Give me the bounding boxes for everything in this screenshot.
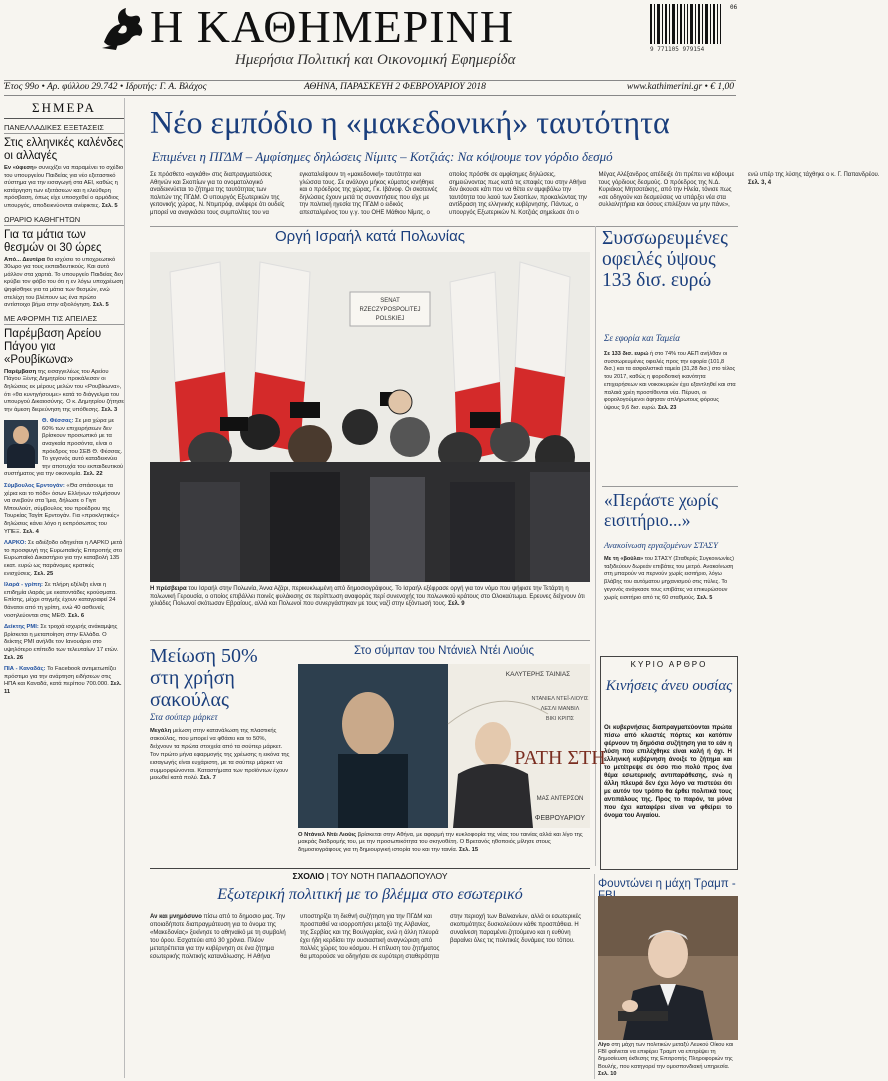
lead-body bbox=[150, 172, 880, 224]
bags-headline[interactable]: Μείωση 50% στη χρήση σακούλας bbox=[150, 645, 258, 711]
brief-name: Σύμβουλος Ερντογάν: bbox=[4, 483, 65, 490]
body-text: θα ισχύσει το υποχρεωτικό 30ωρο για τους εκπαιδευτικούς. Και αυτό μάλλον στα χαρτιά. Το υπουργείο Παιδείας δεν κρύβει τον φόβο του ότι η εν λόγω υποχρέωση ψηφίσθηκε για τα μάτια των θεσμών, ενώ στελέχη του βλέπουν ως ένα πρώτο αντίστοιχο βήμα στην αξιολόγηση. bbox=[4, 256, 124, 309]
brief-text: Σε αδιέξοδο οδηγείται η ΛΑΡΚΟ μετά το προσφυγή της Ευρωπαϊκής Επιτροπής στο Ευρωπαϊκό Δικαστήριο για την καταβολή 135 εκατ. ευρώ ως παράνομες κρατικές ενισχύσεις. bbox=[4, 540, 123, 577]
lead-in: Σε 133 δισ. ευρώ bbox=[604, 351, 649, 357]
masthead bbox=[0, 0, 740, 80]
editorial-label: ΚΥΡΙΟ ΑΡΘΡΟ bbox=[630, 660, 708, 669]
divider bbox=[150, 226, 738, 227]
caption-text: του Ισραήλ στην Πολωνία, Άννα Αζάρι, περικυκλωμένη από δημοσιογράφους. Το Ισραήλ εξέφρασε οργή για τον νόμο που ψήφισε την Τετάρτη η πολωνική Γερουσία, ο οποίος επιβάλλει ποινές φυλάκισης σε περίπτωση αναφοράς περί συνενοχής του πολωνικού κράτους στο Ολοκαύτωμα. Ερευνες δείχνουν ότι χιλιάδες Πολωνοί σκότωσαν Εβραίους, αλλά και Πολωνοί που συνεργάστηκαν με τους ναζί στην εξόντωσή τους. bbox=[150, 586, 585, 607]
left-column bbox=[4, 98, 125, 1078]
section-label: ΩΡΑΡΙΟ ΚΑΘΗΓΗΤΩΝ bbox=[4, 214, 124, 226]
lead-in: Ο Ντάνιελ Ντέι Λιούις bbox=[298, 832, 357, 838]
body-text: του ΣΤΑΣΥ (Σταθερές Συγκοινωνίες) ταξιδεύουν δωρεάν επιβάτες του μετρό. Ανακοίνωση στη μπαρούν να περνούν χωρίς εισιτήριο, λόγω βλάβης του αυτόματου μηχανισμού στις πύλες. Το γεγονός ανάγκασε τους επιβάτες να επικυρώσουν χωρίς εισιτήριο από τις 60 σταθμούς. bbox=[604, 556, 734, 601]
official-portrait-illustration bbox=[598, 896, 738, 1040]
barcode-number: 9 771105 979154 bbox=[650, 46, 705, 53]
flag-icon bbox=[170, 262, 230, 462]
press-conference-photo bbox=[150, 252, 590, 582]
comment-label: ΣΧΟΛΙΟ bbox=[292, 871, 325, 881]
page-ref[interactable]: Σελ. 3 bbox=[101, 406, 118, 413]
section-body bbox=[4, 165, 124, 211]
body-text: μείωση στην κατανάλωση της πλαστικής σακούλας, που μπορεί να φθάσει και το 50%, δείχνουν τα πρώτα στοιχεία από τα σούπερ μάρκετ. Τον πρώτο μήνα εφαρμογής της χρέωσης η εικόνα της εισαγωγής είναι ευχάριστη, με τα σούπερ μάρκετ να συμμορφώνονται. Καταστήματα των προϊόντων έχουν μειωθεί κατά πολύ. bbox=[150, 728, 290, 782]
brief-name: ΠΙΑ - Καναδάς: bbox=[4, 666, 46, 673]
debts-deck: Σε εφορία και Ταμεία bbox=[604, 333, 680, 343]
comment-headline[interactable]: Εξωτερική πολιτική με το βλέμμα στο εσωτερικό bbox=[217, 886, 523, 903]
section-label: ΜΕ ΑΦΟΡΜΗ ΤΙΣ ΑΠΕΙΛΕΣ bbox=[4, 313, 124, 325]
poster-text: ΚΑΛΥΤΕΡΗΣ ΤΑΙΝΙΑΣ bbox=[505, 671, 571, 678]
section-body bbox=[4, 257, 124, 310]
caption-text: στη μάχη των πολιτικών μεταξύ Λευκού Οίκου και FBI φαίνεται να επιφέρει Τραμπ να επιτρέψει τη δημοσίευση έκθεσης της Επιτροπής Πληροφοριών της Βουλής, που κατηγορεί την ομοσπονδιακή υπηρεσία. bbox=[598, 1042, 734, 1070]
body-text: ή στο 74% του ΑΕΠ ανήλθαν οι συσσωρευμένες οφειλές προς την εφορία (101,8 δισ.) και τα ασφαλιστικά ταμεία (31,28 δισ.) στο τέλος του 2017, καθώς η φοροδοτική ικανότητα επιχειρήσεων και νοικοκυριών έχει εξαντληθεί και στα παλαιά χρέη προστίθενται νέα. Πέρυσι, οι φορολογούμενοι άφησαν απλήρωτους φόρους ύψους 9,6 δισ. ευρώ. bbox=[604, 351, 736, 411]
lead-in: Μεγάλη bbox=[150, 728, 172, 734]
page-ref[interactable]: Σελ. 11 bbox=[4, 681, 122, 695]
section-headline[interactable]: Για τα μάτια των θεσμών οι 30 ώρες bbox=[4, 228, 102, 254]
barcode-icon bbox=[650, 4, 728, 44]
lead-in: Λίγο bbox=[598, 1042, 610, 1048]
flag-icon bbox=[510, 262, 570, 442]
sign-text: SENAT bbox=[380, 298, 400, 304]
today-label: ΣΗΜΕΡΑ bbox=[4, 98, 124, 119]
newspaper-subtitle: Ημερήσια Πολιτική και Οικονομική Εφημερίδα bbox=[235, 52, 516, 68]
trump-headline[interactable]: Φουντώνει η μάχη Τραμπ - bbox=[598, 878, 736, 890]
page-ref[interactable]: Σελ. 7 bbox=[200, 775, 216, 782]
newspaper-title: Η ΚΑΘΗΜΕΡΙΝΗ bbox=[150, 1, 515, 52]
photo-caption bbox=[150, 586, 590, 622]
press-scene-illustration bbox=[150, 252, 590, 582]
comment-body bbox=[150, 913, 590, 1079]
editorial-title[interactable]: Κινήσεις άνευ ουσίας bbox=[605, 678, 733, 694]
lead-in: Από... Δευτέρα bbox=[4, 256, 46, 263]
section-headline[interactable]: Παρέμβαση Αρείου Πάγου για «Ρουβίκωνα» bbox=[4, 327, 102, 366]
page-ref[interactable]: Σελ. 10 bbox=[598, 1070, 617, 1077]
section-label: ΠΑΝΕΛΛΑΔΙΚΕΣ ΕΞΕΤΑΣΕΙΣ bbox=[4, 122, 124, 134]
brief-name: ΛΑΡΚΟ: bbox=[4, 540, 27, 547]
film-poster-photo bbox=[298, 664, 606, 828]
brief-text: Σε τροχιά ισχυρής ανάκαμψης βρίσκεται η μεταποίηση στην Ελλάδα. Ο δείκτης PMI ανήλθε τον Ιανουάριο στο υψηλότερο επίπεδο των τελευταίων 17 ετών. bbox=[4, 624, 119, 653]
editorial-body: Οι κυβερνήσεις διαπραγματεύονται πρώτα πίσω από κλειστές πόρτες και κατόπιν φέρνουν τη δημόσια συζήτηση για το εάν η λύση που επιλέχθηκε είναι καλή ή όχι. Η ελληνική κυβέρνηση άνοιξε το ζήτημα και το μετέτρεψε σε όσο πιο πολύ προς ένα θέμα εσωτερικής αντιπαράθεσης, ενώ η άλλη πλευρά δεν έχει λόγο να πιστεύει ότι με αυτόν τον τρόπο θα έρθει πολιτικά τους αντιπάλους της. Προς το παρόν, τα μόνα που έχει καταφέρει είναι να φθείρει το όνομα του Αιγαίου. bbox=[604, 724, 732, 819]
brief-name: Θ. Φέσσας: bbox=[42, 418, 74, 425]
brief-name: Ιλαρά - γρίπη: bbox=[4, 582, 43, 589]
info-bar bbox=[4, 80, 736, 96]
israel-headline[interactable]: Οργή Ισραήλ κατά Πολωνίας bbox=[275, 228, 465, 245]
page-ref[interactable]: Σελ. 22 bbox=[83, 471, 103, 478]
tickets-headline[interactable]: «Περάστε χωρίς εισιτήριο...» bbox=[604, 490, 719, 530]
photo-caption bbox=[598, 1042, 738, 1080]
page-ref[interactable]: Σελ. 6 bbox=[68, 612, 85, 619]
sign-text: RZECZYPOSPOLITEJ bbox=[359, 307, 421, 313]
divider bbox=[594, 874, 595, 1079]
brief-item bbox=[4, 418, 124, 479]
divider bbox=[150, 640, 590, 641]
avatar bbox=[4, 420, 38, 464]
page-ref[interactable]: Σελ. 26 bbox=[4, 654, 24, 661]
lead-headline[interactable]: Νέο εμπόδιο η «μακεδονική» ταυτότητα bbox=[150, 104, 670, 140]
brief-item bbox=[4, 540, 124, 578]
brief-item bbox=[4, 624, 124, 662]
page-ref[interactable]: Σελ. 5 bbox=[92, 302, 109, 309]
debts-headline[interactable]: Συσσωρευμένες οφειλές ύψους 133 δισ. ευρώ bbox=[602, 228, 728, 291]
body-text: Σε πρόσθετο «αγκάθι» στις διαπραγματεύσεις Αθηνών και Σκοπίων για το ονοματολογικό αναδεικνύεται το ζήτημα της ταυτότητας των πολιτών της ΠΓΔΜ. Ο υπουργός Εξωτερικών της γειτονικής χώρας, Ν. Ντιμιτρόφ, ανέφερε ότι ουδείς μπορεί να αναγκάσει τους συμπολίτες του να εγκαταλείψουν τη «μακεδονική» ταυτότητα και γλώσσα τους. Σε ανάλογο μήκος κύματος κινήθηκε και ο πρόεδρος της χώρας, Γκ. Ιβάνοφ. Οι σκοτεινές δηλώσεις έχουν μετά τις συναντήσεις που είχε με την πολιτική ηγεσία της ΠΓΔΜ ο ειδικός απεσταλμένος του γ.γ. του ΟΗΕ Μάθιου Νίμιτς, ο οποίος πρόσθε σε αμφίσημες δηλώσεις, σημειώνοντας πως κατά τις επαφές του στην Αθήνα δεν άκουσε κάτι που να θέτει εν αμφιβόλω την ταυτότητα του λαού των Σκοπίων, προκαλώντας την αντίδραση της ελληνικής κυβέρνησης. Πάντως, ο υπουργός Εξωτερικών Ν. Κοτζιάς σημείωσε ότι ο Μέγας Αλέξανδρος απέδειξε ότι πρέπει να κόβουμε τους γόρδιους δεσμούς. Ο πρόεδρος της Ν.Δ. Κυριάκος Μητσοτάκης, από την Ηλεία, τόνισε πως «σε οδηγούν και δεσμεύσεις να υπάρξει νέα στα συλλαλητήρια και όσους επιλέξουν να μην πάνε», ενώ υπέρ της λύσης τάχθηκε ο κ. Γ. Παπανδρέου. bbox=[150, 172, 880, 216]
page-ref[interactable]: Σελ. 25 bbox=[34, 570, 54, 577]
brief-item bbox=[4, 582, 124, 620]
brief-text: Σε πλήρη εξέλιξη είναι η επιδημία ιλαράς με εκατοντάδες κρούσματα. Επίσης, μέχρι στιγμής έχουν καταγραφεί 24 θάνατοι από τη γρίπη, ενώ 40 ασθενείς νοσηλεύονται στις ΜΕΘ. bbox=[4, 582, 117, 619]
lead-in: Η πρέσβειρα bbox=[150, 586, 187, 592]
page-ref[interactable]: Σελ. 5 bbox=[697, 594, 713, 601]
brief-item bbox=[4, 483, 124, 536]
debts-body bbox=[604, 351, 736, 483]
brief-text: Το Facebook αντιμετωπίζει πρόστιμο για την ανάρτηση ειδήσεων στις ΗΠΑ και Καναδά, κατά περίπου 700.000. bbox=[4, 666, 117, 688]
divider bbox=[602, 486, 738, 487]
lead-in: Παρέμβαση bbox=[4, 368, 37, 375]
poster-text: ΒΙΚΙ ΚΡΙΠΣ bbox=[545, 716, 575, 722]
page-ref[interactable]: Σελ. 15 bbox=[458, 846, 479, 853]
poster-text: ΛΕΣΛΙ ΜΑΝΒΙΛ bbox=[540, 706, 580, 712]
brief-item bbox=[4, 666, 124, 696]
page-ref[interactable]: Σελ. 4 bbox=[22, 528, 39, 535]
lead-in: Αν και μνημόσυνο bbox=[150, 914, 202, 920]
comment-author: ΤΟΥ ΝΟΤΗ ΠΑΠΑΔΟΠΟΥΛΟΥ bbox=[331, 871, 448, 881]
website-price: www.kathimerini.gr • € 1,00 bbox=[626, 82, 734, 92]
issue-date: ΑΘΗΝΑ, ΠΑΡΑΣΚΕΥΗ 2 ΦΕΒΡΟΥΑΡΙΟΥ 2018 bbox=[304, 82, 486, 92]
comment-bar: ΣΧΟΛΙΟ | ΤΟΥ ΝΟΤΗ ΠΑΠΑΔΟΠΟΥΛΟΥ bbox=[150, 868, 590, 883]
poster-title: ΡΑΤΗ ΣΤΗ bbox=[514, 747, 606, 769]
lead-in: Εν «ύφεση» bbox=[4, 165, 37, 171]
section-body bbox=[4, 369, 124, 415]
body-text: της εισαγγελέως του Αρείου Πάγου Ξένης Δημητρίου προκάλεσαν οι δηλώσεις εκ μέρους μελών του «Ρουβίκωνα», ότι «θα κυνηγήσουμε» κατά το διάγγελμα του υπουργού Δικαιοσύνης. Ο κ. Δημητρίου ζήτησε την άμεση διερεύνηση της υπόθεσης. bbox=[4, 368, 124, 413]
page-ref[interactable]: Σελ. 23 bbox=[657, 404, 677, 411]
page-ref[interactable]: Σελ. 3, 4 bbox=[748, 179, 772, 186]
poster-text: ΝΤΑΝΙΕΛ ΝΤΕΪ-ΛΙΟΥΙΣ bbox=[531, 696, 589, 702]
lewis-headline[interactable]: Στο σύμπαν του Ντάνιελ Ντέι Λιούις bbox=[354, 645, 534, 657]
barcode-code: 06 bbox=[730, 4, 738, 11]
page-ref[interactable]: Σελ. 9 bbox=[448, 601, 465, 607]
trump-photo bbox=[598, 896, 738, 1040]
bags-body bbox=[150, 728, 290, 858]
brief-text: «Θα σπάσουμε τα χέρια και το πόδι» όσων Ελλήνων τολμήσουν να ανεβούν στα Ίμια, δήλωσε ο Γιγιτ Μπουλούτ, σύμβουλος του προέδρου της Τουρκίας Ταγίπ Ερντογάν. Για «προκλητικές» δηλώσεις κάνει λόγο η εκπρόσωπος του ΥΠΕΞ. bbox=[4, 483, 121, 535]
bags-deck: Στα σούπερ μάρκετ bbox=[150, 712, 218, 722]
tickets-body bbox=[604, 556, 736, 644]
brief-text: Σε μια χώρα με 60% των επιχειρήσεων δεν βρίσκουν προσωπικό με τα αναγκαία προσόντα, είναι ο πρόεδρος του ΣΕΒ Θ. Φέσσας. Το γεγονός αυτό καταδεικνύει την αποτυχία του εκπαιδευτικού συστήματος για την οικονομία. bbox=[4, 418, 124, 478]
poster-text: ΜΑΣ ΑΝΤΕΡΣΟΝ bbox=[536, 796, 584, 802]
caption-text: βρίσκεται στην Αθήνα, με αφορμή την κυκλοφορία της νέας του ταινίας αλλά και λίγο της μακράς διαδρομής του, με την προσωπικότητα του σκηνοθέτη. Ο Βρετανός ηθοποιός μίλησε στους δημοσιογράφους για τη δημιουργική ιστορία του και την ταινία. bbox=[298, 832, 583, 853]
poster-text: ΦΕΒΡΟΥΑΡΙΟΥ bbox=[534, 815, 586, 822]
griffin-emblem-icon bbox=[98, 4, 146, 50]
lead-deck: Επιμένει η ΠΓΔΜ – Αμφίσημες δηλώσεις Νίμιτς – Κοτζιάς: Να κόψουμε τον γόρδιο δεσμό bbox=[152, 149, 613, 164]
photo-caption bbox=[298, 832, 590, 860]
divider bbox=[595, 226, 596, 866]
body-text: συνεχίζει να παραμένει το σχέδιο του υπουργείου Παιδείας για νέο εξεταστικό σύστημα για την εισαγωγή στα ΑΕΙ, καθώς η κατάργηση των εξετάσεων και η ελεύθερη πρόσβαση, όπως είχε υποσχεθεί ο αρμόδιος υπουργός, αποδεικνύονται ανέφικτες. bbox=[4, 165, 124, 209]
section-headline[interactable]: Στις ελληνικές καλένδες οι αλλαγές bbox=[4, 137, 124, 162]
body-text: πίσω από το δημοσιο μας. Την οποιαδήποτε διαπραγμάτευση για το όνομα της «Μακεδονίας» ξεκίνησε το αθηναϊκό με τη συμβολή του όρου. Εσχατεύει από 30 χρόνια. Πλέον μετατρέπεται για την κυβέρνηση σε ένα ζήτημα εσωτερικής πολιτικής κατανάλωσης. Η Αθήνα υποστηρίζει τη διεθνή συζήτηση για την ΠΓΔΜ και προσπαθεί να ισορροπήσει μεταξύ της Αλβανίας, της Σερβίας και της Βουλγαρίας, ενώ η άλλη πλευρά έχει ήδη κερδίσει την ουσιαστική αναγνώριση από πολλές χώρες του κόσμου. Η επίλυση του ζητήματος θα μπορούσε να οδηγήσει σε ευρύτερη σταθερότητα στην περιοχή των Βαλκανίων, αλλά οι εσωτερικές σκοπιμότητες δυσκολεύουν κάθε προσπάθεια. Η συναίνεση παραμένει ζητούμενο και η ευθύνη βαραίνει όλες τις πολιτικές δυνάμεις του τόπου. bbox=[150, 914, 582, 960]
page-ref[interactable]: Σελ. 5 bbox=[101, 202, 118, 209]
tickets-deck: Ανακοίνωση εργαζομένων ΣΤΑΣΥ bbox=[604, 540, 718, 550]
lead-in: Με τη «βούλα» bbox=[604, 556, 644, 562]
brief-name: Δείκτης PMI: bbox=[4, 624, 39, 631]
sign-text: POLSKIEJ bbox=[375, 316, 405, 322]
issue-info: Έτος 99ο • Αρ. φύλλου 29.742 • Ιδρυτής: Γ. Α. Βλάχος bbox=[4, 82, 207, 92]
lewis-scene-illustration bbox=[298, 664, 606, 828]
